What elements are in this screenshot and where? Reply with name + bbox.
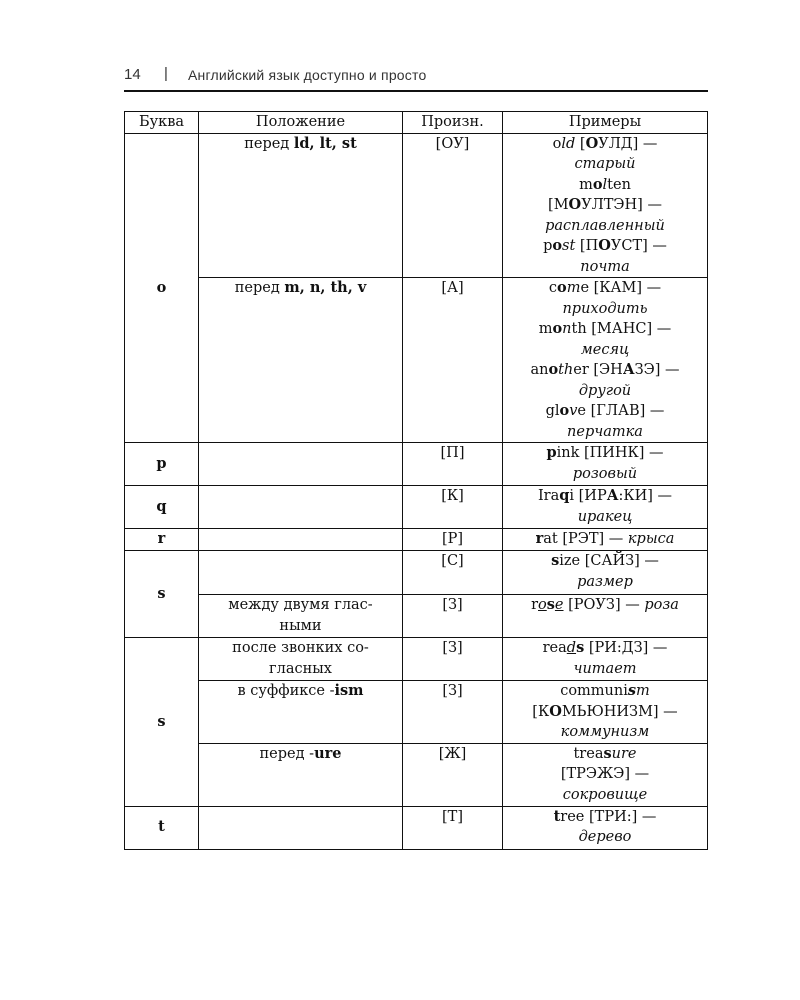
position-cell xyxy=(199,443,403,486)
table-row xyxy=(125,486,708,529)
column-header-pronunciation: Произн. xyxy=(403,112,503,134)
column-header-letter: Буква xyxy=(125,112,199,134)
letter-cell: s xyxy=(125,638,199,807)
pronunciation-cell: [ОУ] xyxy=(403,133,503,278)
pronunciation-cell: [Т] xyxy=(403,806,503,849)
position-cell: перед -ure xyxy=(199,743,403,806)
pronunciation-cell: [С] xyxy=(403,551,503,595)
pronunciation-cell: [Р] xyxy=(403,529,503,551)
table-row xyxy=(125,443,708,486)
pronunciation-cell: [З] xyxy=(403,638,503,681)
position-cell: перед ld, lt, st xyxy=(199,133,403,278)
position-cell xyxy=(199,551,403,595)
table-row xyxy=(125,806,708,849)
header-separator: | xyxy=(164,65,168,82)
letter-cell: t xyxy=(125,806,199,849)
examples-cell: size [САЙЗ] — размер xyxy=(503,551,708,595)
pronunciation-cell: [К] xyxy=(403,486,503,529)
letter-cell: q xyxy=(125,486,199,529)
examples-cell: old [ОУЛД] — старый molten [МОУЛТЭН] — расплавленный post [ПОУСТ] — почта xyxy=(503,133,708,278)
position-cell: перед m, n, th, v xyxy=(199,278,403,443)
position-cell: после звонких со- гласных xyxy=(199,638,403,681)
table-row xyxy=(125,638,708,681)
running-head xyxy=(124,62,708,92)
table-row xyxy=(125,743,708,806)
position-cell xyxy=(199,529,403,551)
table-row xyxy=(125,278,708,443)
examples-cell: pink [ПИНК] — розовый xyxy=(503,443,708,486)
examples-cell: reads [РИ:ДЗ] — читает xyxy=(503,638,708,681)
pronunciation-cell: [З] xyxy=(403,595,503,638)
examples-cell: rose [РОУЗ] — роза xyxy=(503,595,708,638)
pronunciation-cell: [А] xyxy=(403,278,503,443)
column-header-position: Положение xyxy=(199,112,403,134)
table-row xyxy=(125,681,708,744)
examples-cell: communism [КОМЬЮНИЗМ] — коммунизм xyxy=(503,681,708,744)
pronunciation-table xyxy=(124,111,708,850)
pronunciation-cell: [З] xyxy=(403,681,503,744)
page-number: 14 xyxy=(124,66,141,83)
letter-cell: s xyxy=(125,551,199,638)
examples-cell: treasure [ТРЭЖЭ] — сокровище xyxy=(503,743,708,806)
position-cell xyxy=(199,806,403,849)
position-cell xyxy=(199,486,403,529)
examples-cell: come [КАМ] — приходить month [МАНС] — месяц another [ЭНАЗЭ] — другой glove [ГЛАВ] — перчатка xyxy=(503,278,708,443)
examples-cell: tree [ТРИ:] — дерево xyxy=(503,806,708,849)
pronunciation-cell: [Ж] xyxy=(403,743,503,806)
column-header-examples: Примеры xyxy=(503,112,708,134)
table-row xyxy=(125,133,708,278)
letter-cell: o xyxy=(125,133,199,443)
table-row xyxy=(125,529,708,551)
table-row xyxy=(125,595,708,638)
position-cell: между двумя глас- ными xyxy=(199,595,403,638)
position-cell: в суффиксе -ism xyxy=(199,681,403,744)
book-title: Английский язык доступно и просто xyxy=(188,67,427,83)
table-row xyxy=(125,551,708,595)
pronunciation-cell: [П] xyxy=(403,443,503,486)
examples-cell: Iraqi [ИРА:КИ] — иракец xyxy=(503,486,708,529)
table-header-row xyxy=(125,112,708,134)
letter-cell: p xyxy=(125,443,199,486)
examples-cell: rat [РЭТ] — крыса xyxy=(503,529,708,551)
letter-cell: r xyxy=(125,529,199,551)
